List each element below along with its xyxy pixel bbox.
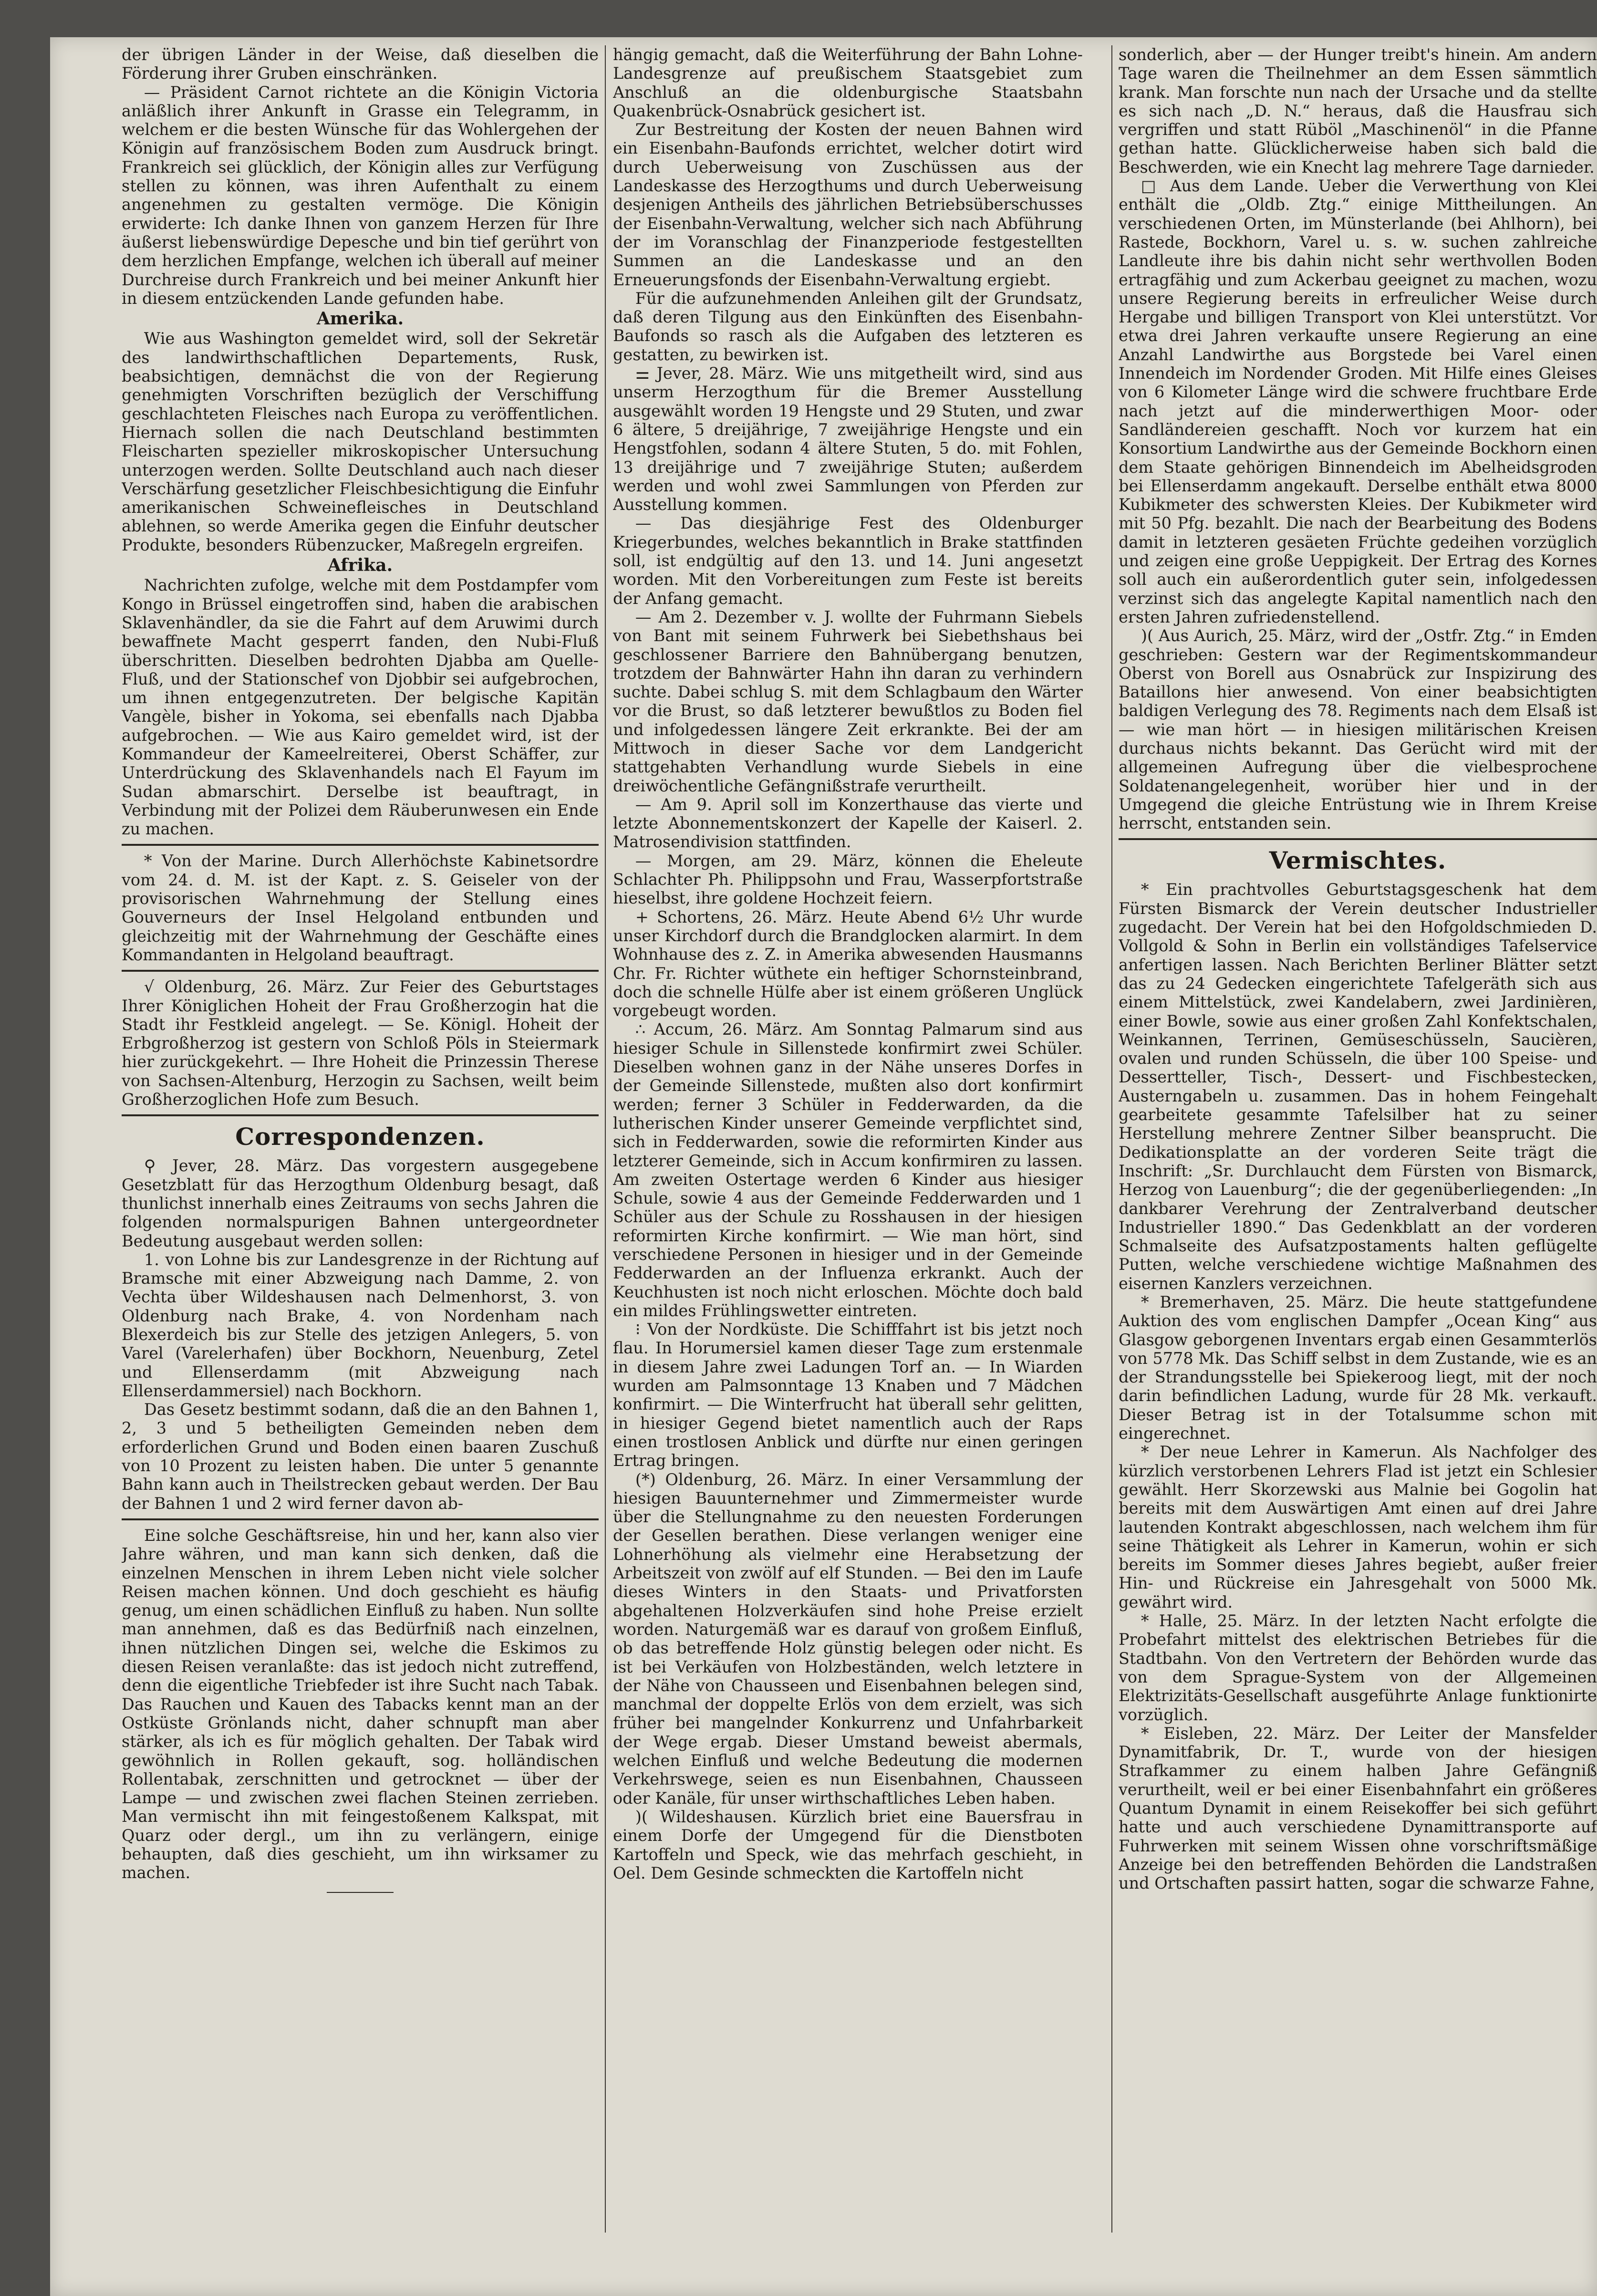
carnot-paragraph: — Präsident Carnot richtete an die Königin Victoria anläßlich ihrer Ankunft in Grasse ein Telegramm, in welchem er die besten Wünsche für das Wohlergehen der Königin auf französischem Boden zum Ausdruck bringt. Frankreich sei glücklich, der Königin alles zur Verfügung stellen zu können, was ihren Aufenthalt zu einem angenehmen zu gestalten vermöge. Die Königin erwiderte: Ich danke Ihnen von ganzem Herzen für Ihre äußerst liebenswürdige Depesche und bin tief gerührt von dem herzlichen Empfange, welchen ich überall auf meiner Durchreise durch Frankreich und bei meiner Ankunft hier in diesem entzückenden Lande gefunden habe. xyxy=(122,83,599,308)
halle-paragraph: * Halle, 25. März. In der letzten Nacht erfolgte die Probefahrt mittelst des elektrischen Betriebes für die Stadtbahn. Von den Vertretern der Behörden wurde das von dem Sprague-System von der Allgemeinen Elektrizitäts-Gesellschaft ausgeführte Anlage funktionirte vorzüglich. xyxy=(1119,1611,1597,1724)
bahn-continuation: hängig gemacht, daß die Weiterführung der Bahn Lohne-Landesgrenze auf preußischem Staatsgebiet zum Anschluß an die oldenburgische Staatsbahn Quakenbrück-Osnabrück gesichert ist. xyxy=(613,45,1083,120)
rule-marine-bottom xyxy=(122,970,599,972)
oldenburg-versammlung-paragraph: (*) Oldenburg, 26. März. In einer Versammlung der hiesigen Bauunternehmer und Zimmermeister wurde über die Stellungnahme zu den neuesten Forderungen der Gesellen berathen. Diese verlangen weniger eine Lohnerhöhung als vielmehr eine Herabsetzung der Arbeitszeit von zwölf auf elf Stunden. — Bei den im Laufe dieses Winters in den Staats- und Privatforsten abgehaltenen Holzverkäufen sind hohe Preise erzielt worden. Naturgemäß war es darauf von großem Einfluß, ob das betreffende Holz günstig belegen oder nicht. Es ist bei Verkäufen von Holzbeständen, welch letztere in der Nähe von Chausseen und Eisenbahnen belegen sind, manchmal der doppelte Erlös von dem erzielt, was sich früher bei mangelnder Konkurrenz und Unfahrbarkeit der Wege ergab. Dieser Umstand beweist abermals, welchen Einfluß und welche Bedeutung die modernen Verkehrswege, seien es nun Eisenbahnen, Chausseen oder Kanäle, für unser wirthschaftliches Leben haben. xyxy=(613,1470,1083,1808)
nordkueste-paragraph: ⁝ Von der Nordküste. Die Schifffahrt ist bis jetzt noch flau. In Horumersiel kamen dieser Tage zum erstenmale in diesem Jahre zwei Ladungen Torf an. — In Wiarden wurden am Palmsonntage 13 Knaben und 7 Mädchen konfirmirt. — Die Winterfrucht hat überall sehr gelitten, in hiesiger Gegend bietet namentlich auch der Raps einen trostlosen Anblick und dürfte nur einen geringen Ertrag bringen. xyxy=(613,1320,1083,1470)
rule-feuilleton-end xyxy=(327,1892,394,1893)
jever-intro-paragraph: ⚲ Jever, 28. März. Das vorgestern ausgegebene Gesetzblatt für das Herzogthum Oldenburg besagt, daß thunlichst innerhalb eines Zeitraums von sechs Jahren die folgenden normalspurigen Bahnen untergeordneter Bedeutung ausgebaut werden sollen: xyxy=(122,1156,599,1250)
oldenburg-paragraph: √ Oldenburg, 26. März. Zur Feier des Geburtstages Ihrer Königlichen Hoheit der Frau Großherzogin hat die Stadt ihr Festkleid angelegt. — Se. Königl. Hoheit der Erbgroßherzog ist gestern von Schloß Pöls in Steiermark hier zurückgekehrt. — Ihre Hoheit die Prinzessin Therese von Sachsen-Altenburg, Herzogin zu Sachsen, weilt beim Großherzoglichen Hofe zum Besuch. xyxy=(122,977,599,1109)
hochzeit-paragraph: — Morgen, am 29. März, können die Eheleute Schlachter Ph. Philippsohn und Frau, Wasserpfortstraße hieselbst, ihre goldene Hochzeit feiern. xyxy=(613,851,1083,908)
section-heading-correspondenzen: Correspondenzen. xyxy=(235,1122,485,1151)
konzert-paragraph: — Am 9. April soll im Konzerthause das vierte und letzte Abonnementskonzert der Kapelle der Kaiserl. 2. Matrosendivision stattfinden. xyxy=(613,795,1083,852)
wildeshausen-continuation: sonderlich, aber — der Hunger treibt's hinein. Am andern Tage waren die Theilnehmer an dem Essen sämmtlich krank. Man forschte nun nach der Ursache und da stellte es sich nach „D. N.“ heraus, daß die Hausfrau sich vergriffen und statt Rüböl „Maschinenöl“ in die Pfanne gethan hatte. Glücklicherweise haben sich bald die Beschwerden, wie ein Knecht lag mehrere Tage darnieder. xyxy=(1119,45,1597,177)
accum-paragraph: ∴ Accum, 26. März. Am Sonntag Palmarum sind aus hiesiger Schule in Sillenstede konfirmirt zwei Schüler. Dieselben wohnen ganz in der Nähe unseres Dorfes in der Gemeinde Sillenstede, mußten also dort konfirmirt werden; ferner 3 Schüler in Fedderwarden, da die lutherischen Kinder unserer Gemeinde verpflichtet sind, sich in Fedderwarden, sowie die reformirten Kinder aus letzterer Gemeinde, sich in Accum konfirmiren zu lassen. Am zweiten Ostertage werden 6 Kinder aus hiesiger Schule, sowie 4 aus der Gemeinde Fedderwarden und 1 Schüler aus der Schule zu Rosshausen in der hiesigen reformirten Kirche konfirmirt. — Wie man hört, sind verschiedene Personen in hiesiger und in der Gemeinde Fedderwarden an der Influenza erkrankt. Auch der Keuchhusten ist noch nicht erloschen. Möchte doch bald ein mildes Frühlingswetter eintreten. xyxy=(613,1020,1083,1320)
jever-ausstellung-paragraph: ⚌ Jever, 28. März. Wie uns mitgetheilt wird, sind aus unserm Herzogthum für die Bremer Ausstellung ausgewählt worden 19 Hengste und 29 Stuten, und zwar 6 ältere, 5 dreijährige, 7 zweijährige Hengste und ein Hengstfohlen, sodann 4 ältere Stuten, 5 do. mit Fohlen, 13 dreijährige und 7 zweijährige Stuten; außerdem werden und wohl zwei Sammlungen von Pferden zur Ausstellung kommen. xyxy=(613,364,1083,514)
lehrer-kamerun-paragraph: * Der neue Lehrer in Kamerun. Als Nachfolger des kürzlich verstorbenen Lehrers Flad ist jetzt ein Schlesier gewählt. Herr Skorzewski aus Malnie bei Gogolin hat bereits mit dem Auswärtigen Amt einen auf drei Jahre lautenden Kontrakt abgeschlossen, nach welchem ihm für seine Thätigkeit als Lehrer in Kamerun, wohin er sich bereits im Sommer dieses Jahres begiebt, außer freier Hin- und Rückreise ein Jahresgehalt von 5000 Mk. gewährt wird. xyxy=(1119,1443,1597,1611)
rule-correspondenzen xyxy=(122,1114,599,1116)
column-rule-1 xyxy=(605,45,606,2233)
fuhrmann-paragraph: — Am 2. Dezember v. J. wollte der Fuhrmann Siebels von Bant mit seinem Fuhrwerk bei Siebethshaus bei geschlossener Barriere den Bahnübergang benutzen, trotzdem der Bahnwärter Hahn ihn daran zu verhindern suchte. Dabei schlug S. mit dem Schlagbaum den Wärter vor die Brust, so daß letzterer bewußtlos zu Boden fiel und infolgedessen längere Zeit erkrankte. Bei der am Mittwoch in dieser Sache vor dem Landgericht stattgehabten Verhandlung wurde Siebels in eine dreiwöchentliche Gefängnißstrafe verurtheilt. xyxy=(613,607,1083,795)
column-3 xyxy=(1119,45,1597,2230)
rule-marine-top xyxy=(122,844,599,846)
jever-gesetz-paragraph: Das Gesetz bestimmt sodann, daß die an den Bahnen 1, 2, 3 und 5 betheiligten Gemeinden neben dem erforderlichen Grund und Boden einen baaren Zuschuß von 10 Prozent zu leisten haben. Die unter 5 genannte Bahn kann auch in Theilstrecken gebaut werden. Der Bau der Bahnen 1 und 2 wird ferner davon ab- xyxy=(122,1400,599,1513)
geburtstagsgeschenk-paragraph: * Ein prachtvolles Geburtstagsgeschenk hat dem Fürsten Bismarck der Verein deutscher Industrieller zugedacht. Der Verein hat bei den Hofgoldschmieden D. Vollgold & Sohn in Berlin ein vollständiges Tafelservice anfertigen lassen. Nach Berichten Berliner Blätter setzt das zu 24 Gedecken eingerichtete Tafelgeräth sich aus einem Mittelstück, zwei Kandelabern, zwei Jardinièren, einer Bowle, sowie aus einer großen Zahl Konfektschalen, Weinkannen, Terrinen, Gemüseschüsseln, Saucièren, ovalen und runden Schüsseln, die über 100 Speise- und Dessertteller, Tisch-, Dessert- und Fischbestecken, Austerngabeln u. zusammen. Das in hohem Feingehalt gearbeitete gesammte Tafelsilber hat zu seiner Herstellung mehrere Zentner Silber beansprucht. Die Dedikationsplatte an der vorderen Seite trägt die Inschrift: „Sr. Durchlaucht dem Fürsten von Bismarck, Herzog von Lauenburg“; die der gegenüberliegenden: „In dankbarer Verehrung der Zentralverband deutscher Industrieller 1890.“ Das Gedenkblatt an der vorderen Schmalseite des Aufsatzpostaments halten geflügelte Putten, welche verschiedene wichtige Maßnahmen des eisernen Kanzlers verzeichnen. xyxy=(1119,880,1597,1293)
bremerhaven-paragraph: * Bremerhaven, 25. März. Die heute stattgefundene Auktion des vom englischen Dampfer „Ocean King“ aus Glasgow geborgenen Inventars ergab einen Gesammterlös von 5778 Mk. Das Schiff selbst in dem Zustande, wie es an der Strandungsstelle bei Spiekeroog liegt, mit der noch darin befindlichen Ladung, wurde für 28 Mk. verkauft. Dieser Betrag ist in der Totalsumme schon mit eingerechnet. xyxy=(1119,1293,1597,1443)
section-heading-amerika: Amerika. xyxy=(316,309,404,329)
schortens-paragraph: + Schortens, 26. März. Heute Abend 6½ Uhr wurde unser Kirchdorf durch die Brandglocken alarmirt. In dem Wohnhause des z. Z. in Amerika abwesenden Hausmanns Chr. Fr. Richter wüthete ein heftiger Schornsteinbrand, doch die schnelle Hülfe aber ist einem größeren Unglück vorgebeugt worden. xyxy=(613,907,1083,1020)
rule-vermischtes xyxy=(1119,838,1597,840)
column-1 xyxy=(122,45,599,2230)
afrika-paragraph: Nachrichten zufolge, welche mit dem Postdampfer vom Kongo in Brüssel eingetroffen sind, haben die arabischen Sklavenhändler, da sie die Fahrt auf dem Aruwimi durch bewaffnete Macht gesperrt fanden, den Nubi-Fluß überschritten. Dieselben bedrohten Djabba am Quelle-Fluß, und der Stationschef von Djobbir sei aufgebrochen, um ihnen entgegenzutreten. Der belgische Kapitän Vangèle, bisher in Yokoma, sei ebenfalls nach Djabba aufgebrochen. — Wie aus Kairo gemeldet wird, ist der Kommandeur der Kameelreiterei, Oberst Schäffer, zur Unterdrückung des Sklavenhandels nach El Fayum im Sudan abmarschirt. Derselbe ist beauftragt, in Verbindung mit der Polizei dem Räuberunwesen ein Ende zu machen. xyxy=(122,576,599,839)
wildeshausen-paragraph: )( Wildeshausen. Kürzlich briet eine Bauersfrau in einem Dorfe der Umgegend für die Dienstboten Kartoffeln und Speck, wie das mehrfach geschieht, in Oel. Dem Gesinde schmeckten die Kartoffeln nicht xyxy=(613,1807,1083,1882)
amerika-paragraph: Wie aus Washington gemeldet wird, soll der Sekretär des landwirthschaftlichen Departements, Rusk, beabsichtigen, demnächst die von der Regierung genehmigten Vorschriften bezüglich der Verschiffung geschlachteten Fleisches nach Europa zu veröffentlichen. Hiernach sollen die nach Deutschland bestimmten Fleischarten spezieller mikroskopischer Untersuchung unterzogen werden. Sollte Deutschland auch nach dieser Verschärfung gesetzlicher Fleischbesichtigung die Einfuhr amerikanischen Schweinefleisches in Deutschland ablehnen, so werde Amerika gegen die Einfuhr deutscher Produkte, besonders Rübenzucker, Maßregeln ergreifen. xyxy=(122,329,599,554)
section-heading-vermischtes: Vermischtes. xyxy=(1269,846,1447,875)
kriegerbund-paragraph: — Das diesjährige Fest des Oldenburger Kriegerbundes, welches bekanntlich in Brake stattfinden soll, ist endgültig auf den 13. und 14. Juni angesetzt worden. Mit den Vorbereitungen zum Feste ist bereits der Anfang gemacht. xyxy=(613,514,1083,608)
feuilleton-paragraph: Eine solche Geschäftsreise, hin und her, kann also vier Jahre währen, und man kann sich denken, daß die einzelnen Menschen in ihrem Leben nicht viele solcher Reisen machen können. Und doch geschieht es häufig genug, um einen schädlichen Einfluß zu haben. Nun sollte man annehmen, daß es das Bedürfniß nach einzelnen, ihnen nützlichen Dingen sei, welche die Eskimos zu diesen Reisen veranlaßte: das ist jedoch nicht zutreffend, denn die eigentliche Triebfeder ist ihre Sucht nach Tabak. Das Rauchen und Kauen des Tabacks kennt man an der Ostküste Grönlands nicht, daher schnupft man aber stärker, als ich es für möglich gehalten. Der Tabak wird gewöhnlich in Rollen gekauft, sog. holländischen Rollentabak, zerschnitten und getrocknet — über der Lampe — und zwischen zwei flachen Steinen zerrieben. Man vermischt ihn mit feingestoßenem Kalkspat, mit Quarz oder dergl., um ihn zu verlängern, einige behaupten, daß dies geschieht, um ihn wirksamer zu machen. xyxy=(122,1526,599,1882)
bahn-anleihen-paragraph: Für die aufzunehmenden Anleihen gilt der Grundsatz, daß deren Tilgung aus den Einkünften des Eisenbahn-Baufonds so rasch als die Aufgaben des letzteren es gestatten, zu bewirken ist. xyxy=(613,289,1083,364)
column-2 xyxy=(613,45,1083,2230)
aurich-paragraph: )( Aus Aurich, 25. März, wird der „Ostfr. Ztg.“ in Emden geschrieben: Gestern war der Regimentskommandeur Oberst von Borell aus Osnabrück zur Inspizirung des Bataillons hier anwesend. Von einer beabsichtigten baldigen Verlegung des 78. Regiments nach dem Elsaß ist — wie man hört — in hiesigen militärischen Kreisen durchaus nichts bekannt. Das Gerücht wird mit der allgemeinen Aufregung über die vielbesprochene Soldatenangelegenheit, worüber hier und in der Umgegend die gleiche Entrüstung wie in Ihrem Kreise herrscht, entstanden sein. xyxy=(1119,626,1597,833)
eisleben-paragraph: * Eisleben, 22. März. Der Leiter der Mansfelder Dynamitfabrik, Dr. T., wurde von der hiesigen Strafkammer zu einem halben Jahre Gefängniß verurtheilt, weil er bei einer Eisenbahnfahrt ein größeres Quantum Dynamit in einem Reisekoffer bei sich geführt hatte und auch verschiedene Dynamittransporte auf Fuhrwerken mit seinem Wissen ohne vorschriftsmäßige Anzeige bei den betreffenden Behörden die Landstraßen und Ortschaften passirt hatten, sogar die schwarze Fahne, xyxy=(1119,1724,1597,1893)
carnot-start: der übrigen Länder in der Weise, daß dieselben die Förderung ihrer Gruben einschränken. xyxy=(122,45,599,83)
jever-railway-list: 1. von Lohne bis zur Landesgrenze in der Richtung auf Bramsche mit einer Abzweigung nach Damme, 2. von Vechta über Wildeshausen nach Delmenhorst, 3. von Oldenburg nach Brake, 4. von Nordenham nach Blexerdeich bis zur Stelle des jetzigen Anlegers, 5. von Varel (Varelerhafen) über Bockhorn, Neuenburg, Zetel und Ellenserdamm (mit Abzweigung nach Ellenserdammersiel) nach Bockhorn. xyxy=(122,1250,599,1400)
bahn-kosten-paragraph: Zur Bestreitung der Kosten der neuen Bahnen wird ein Eisenbahn-Baufonds errichtet, welcher dotirt wird durch Ueberweisung von Zuschüssen aus der Landeskasse des Herzogthums und durch Ueberweisung desjenigen Antheils des jährlichen Betriebsüberschusses der Eisenbahn-Verwaltung, welcher sich nach Abführung der im Voranschlag der Finanzperiode festgestellten Summen an die Landeskasse und an den Erneuerungsfonds der Eisenbahn-Verwaltung ergiebt. xyxy=(613,120,1083,289)
aus-dem-lande-paragraph: □ Aus dem Lande. Ueber die Verwerthung von Klei enthält die „Oldb. Ztg.“ einige Mittheilungen. An verschiedenen Orten, im Münsterlande (bei Ahlhorn), bei Rastede, Bockhorn, Varel u. s. w. suchen zahlreiche Landleute ihre bis dahin nicht sehr werthvollen Boden ertragfähig und zum Ackerbau geeignet zu machen, wozu unsere Regierung bereits in erfreulicher Weise durch Hergabe und billigen Transport von Klei unterstützt. Vor etwa drei Jahren verkaufte unsere Regierung an eine Anzahl Landwirthe aus Borgstede bei Varel einen Innendeich im Nordender Groden. Mit Hilfe eines Gleises von 6 Kilometer Länge wird die schwere fruchtbare Erde nach jetzt auf die minderwerthigen Moor- oder Sandländereien geschafft. Noch vor kurzem hat ein Konsortium Landwirthe aus der Gemeinde Bockhorn einen dem Staate gehörigen Binnendeich im Abelheidsgroden bei Ellenserdamm angekauft. Derselbe enthält etwa 8000 Kubikmeter des schwersten Kleies. Der Kubikmeter wird mit 50 Pfg. bezahlt. Die nach der Bearbeitung des Bodens damit in letzteren gesäeten Früchte gedeihen vorzüglich und zeigen eine große Ueppigkeit. Der Ertrag des Kornes soll auch ein außerordentlich guter sein, infolgedessen verzinst sich das angelegte Kapital namentlich nach den ersten Jahren zufriedenstellend. xyxy=(1119,177,1597,626)
marine-paragraph: * Von der Marine. Durch Allerhöchste Kabinetsordre vom 24. d. M. ist der Kapt. z. S. Geiseler von der provisorischen Wahrnehmung der Stellung eines Gouverneurs der Insel Helgoland entbunden und gleichzeitig mit der Wahrnehmung der Geschäfte eines Kommandanten in Helgoland beauftragt. xyxy=(122,852,599,964)
section-heading-afrika: Afrika. xyxy=(327,555,393,576)
rule-feuilleton xyxy=(122,1518,599,1520)
column-rule-2 xyxy=(1111,45,1112,2233)
